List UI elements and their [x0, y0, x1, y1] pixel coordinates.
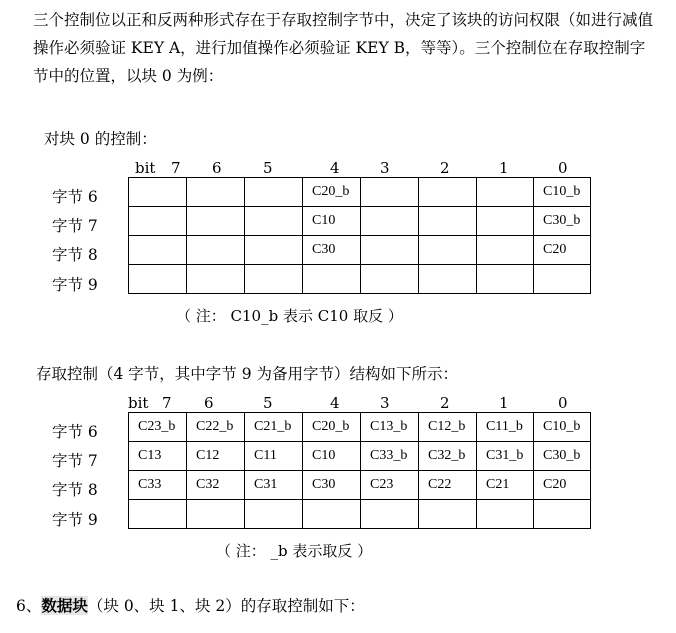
- table-cell: [361, 500, 419, 529]
- bit-number: 0: [558, 394, 568, 412]
- table-cell: C30_b: [534, 207, 591, 236]
- bit-number: 7: [162, 394, 172, 412]
- table-cell: [419, 265, 477, 294]
- table-cell: C10: [303, 207, 361, 236]
- table-cell: C31: [245, 471, 303, 500]
- block0-note: （ 注： C10_b 表示 C10 取反 ）: [176, 307, 403, 325]
- table-cell: [419, 236, 477, 265]
- table-cell: C11: [245, 442, 303, 471]
- table-cell: [361, 236, 419, 265]
- bit-number: 5: [263, 159, 273, 177]
- table-cell: [187, 178, 245, 207]
- bit-number: 4: [330, 394, 340, 412]
- section-title-rest: （块 0、块 1、块 2）的存取控制如下：: [87, 597, 365, 615]
- table-row: [129, 178, 591, 207]
- table-row: [129, 442, 591, 471]
- table-cell: [129, 178, 187, 207]
- bit-number: 6: [204, 394, 214, 412]
- table-cell: C33_b: [361, 442, 419, 471]
- row-label: 字节 6: [52, 188, 98, 206]
- table-cell: [477, 207, 534, 236]
- block0-heading: 对块 0 的控制：: [44, 130, 157, 148]
- table-cell: C20_b: [303, 413, 361, 442]
- table-row: [129, 236, 591, 265]
- table-cell: C20: [534, 236, 591, 265]
- bit-number: 2: [440, 159, 450, 177]
- table-cell: C22: [419, 471, 477, 500]
- table-cell: [477, 236, 534, 265]
- table-cell: [419, 500, 477, 529]
- table-cell: [187, 500, 245, 529]
- table-cell: C30: [303, 471, 361, 500]
- row-label: 字节 6: [52, 423, 98, 441]
- table-cell: C23_b: [129, 413, 187, 442]
- block0-bit-header: [0, 159, 676, 177]
- row-label: 字节 8: [52, 246, 98, 264]
- bit-number: 1: [499, 394, 509, 412]
- table-cell: C20_b: [303, 178, 361, 207]
- row-label: 字节 9: [52, 276, 98, 294]
- table-cell: [129, 500, 187, 529]
- table-cell: [245, 500, 303, 529]
- section-bold-title: 数据块: [41, 596, 88, 615]
- table-cell: [477, 178, 534, 207]
- bit-number: 3: [380, 394, 390, 412]
- table-row: [129, 500, 591, 529]
- table-cell: C30_b: [534, 442, 591, 471]
- table-cell: [245, 178, 303, 207]
- bit-number: 0: [558, 159, 568, 177]
- access-control-heading: 存取控制（4 字节，其中字节 9 为备用字节）结构如下所示：: [36, 365, 459, 383]
- bit-number: 5: [263, 394, 273, 412]
- table-cell: C12: [187, 442, 245, 471]
- table-cell: [187, 265, 245, 294]
- table-row: [129, 471, 591, 500]
- table-cell: C33: [129, 471, 187, 500]
- bit-number: 1: [499, 159, 509, 177]
- table-cell: [534, 500, 591, 529]
- table-row: [129, 265, 591, 294]
- table-cell: C23: [361, 471, 419, 500]
- table-cell: [245, 265, 303, 294]
- section-number: 6、: [16, 597, 42, 615]
- row-label: 字节 7: [52, 217, 98, 235]
- table-cell: C12_b: [419, 413, 477, 442]
- table-cell: [129, 265, 187, 294]
- table-cell: [477, 500, 534, 529]
- table-cell: C31_b: [477, 442, 534, 471]
- section-heading: [16, 594, 365, 616]
- table-row: [129, 413, 591, 442]
- row-label: 字节 8: [52, 481, 98, 499]
- table-cell: [534, 265, 591, 294]
- table-cell: C10_b: [534, 178, 591, 207]
- table-cell: [187, 236, 245, 265]
- table-cell: C21: [477, 471, 534, 500]
- table-cell: [361, 265, 419, 294]
- table-cell: [303, 265, 361, 294]
- table-cell: [361, 207, 419, 236]
- bit-number: 4: [330, 159, 340, 177]
- table-cell: C20: [534, 471, 591, 500]
- table-cell: C13_b: [361, 413, 419, 442]
- table-cell: [303, 500, 361, 529]
- table-cell: C22_b: [187, 413, 245, 442]
- table-row: [129, 207, 591, 236]
- block0-table: [128, 177, 591, 294]
- table-cell: C30: [303, 236, 361, 265]
- bit-number: 6: [212, 159, 222, 177]
- table-cell: [245, 207, 303, 236]
- bit-label: bit: [128, 394, 149, 412]
- table-cell: [129, 236, 187, 265]
- row-label: 字节 9: [52, 511, 98, 529]
- bit-number: 7: [171, 159, 181, 177]
- bit-number: 3: [380, 159, 390, 177]
- table-cell: C21_b: [245, 413, 303, 442]
- access-control-bit-header: [0, 394, 676, 412]
- access-control-table: [128, 412, 591, 529]
- table-cell: [361, 178, 419, 207]
- table-cell: C32_b: [419, 442, 477, 471]
- table-cell: C32: [187, 471, 245, 500]
- table-cell: C11_b: [477, 413, 534, 442]
- table-cell: [187, 207, 245, 236]
- row-label: 字节 7: [52, 452, 98, 470]
- table-cell: C10_b: [534, 413, 591, 442]
- access-control-note: （ 注： _b 表示取反 ）: [216, 542, 373, 560]
- table-cell: [129, 207, 187, 236]
- table-cell: [477, 265, 534, 294]
- table-cell: [419, 207, 477, 236]
- table-cell: [245, 236, 303, 265]
- intro-paragraph: 三个控制位以正和反两种形式存在于存取控制字节中，决定了该块的访问权限（如进行减值操作必须验证 KEY A，进行加值操作必须验证 KEY B，等等）。三个控制位在存取控制字节中的位置，以块 0 为例：: [33, 11, 654, 85]
- table-cell: [419, 178, 477, 207]
- bit-label: bit: [135, 159, 156, 177]
- bit-number: 2: [440, 394, 450, 412]
- table-cell: C10: [303, 442, 361, 471]
- table-cell: C13: [129, 442, 187, 471]
